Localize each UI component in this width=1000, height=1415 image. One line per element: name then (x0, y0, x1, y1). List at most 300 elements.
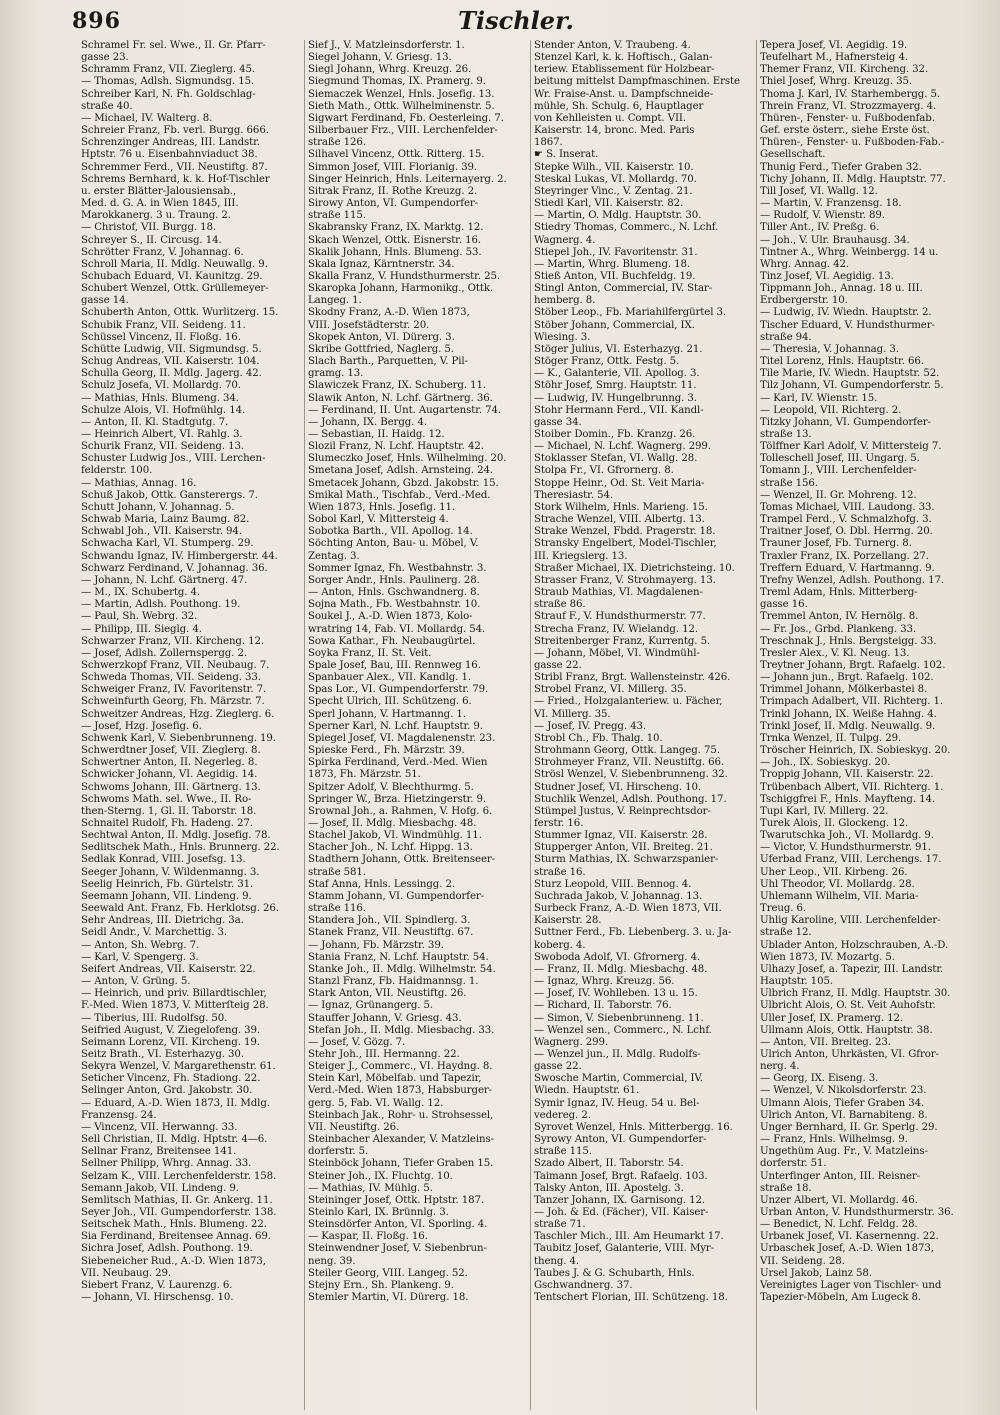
directory-entry-line: Spirka Ferdinand, Verd.-Med. Wien (308, 757, 488, 769)
directory-entry-line: Thüren-, Fenster- u. Fußboden-Fab.- (760, 137, 945, 149)
directory-entry-line: — Mathias, Hnls. Blumeng. 34. (81, 392, 239, 404)
directory-entry-line: — Victor, V. Hundsthurmerstr. 91. (760, 842, 931, 854)
directory-entry-line: Slawiczek Franz, IX. Schuberg. 11. (308, 380, 487, 392)
directory-entry-line: Thunig Ferd., Tiefer Graben 32. (760, 161, 922, 173)
directory-entry-line: Steinbacher Alexander, V. Matzleins- (308, 1134, 494, 1146)
directory-entry-line: Schuß Jakob, Ottk. Gansterergs. 7. (81, 489, 258, 501)
directory-entry-line: Gesellschaft. (760, 149, 826, 161)
directory-entry-line: Smetana Josef, Adlsh. Arnsteing. 24. (308, 465, 494, 477)
directory-entry-line: Sperl Johann, V. Hartmanng. 1. (308, 708, 466, 720)
directory-entry-line: Troppig Johann, VII. Kaiserstr. 22. (760, 769, 934, 781)
directory-entry-line: Wagnerg. 299. (534, 1036, 609, 1048)
directory-entry-line: Slach Barth., Parquetten, V. Pil- (308, 356, 468, 368)
directory-entry-line: Stieß Anton, VII. Buchfeldg. 19. (534, 270, 696, 282)
directory-entry-line: Uhlig Karoline, VIII. Lerchenfelder- (760, 915, 941, 927)
directory-entry-line: hemberg. 8. (534, 295, 596, 307)
directory-entry-line: Sobol Karl, V. Mittersteig 4. (308, 514, 449, 526)
directory-entry-line: Staf Anna, Hnls. Lessingg. 2. (308, 878, 456, 890)
directory-entry-line: Standera Joh., VII. Spindlerg. 3. (308, 915, 471, 927)
directory-entry-line: — Martin, Adlsh. Pouthong. 19. (81, 599, 241, 611)
directory-entry-line: Hauptstr. 105. (760, 976, 833, 988)
directory-entry-line: Schwerzkopf Franz, VII. Neubaug. 7. (81, 659, 270, 671)
directory-entry-line: Schwenk Karl, V. Siebenbrunneng. 19. (81, 732, 276, 744)
directory-entry-line: Stauffer Johann, V. Griesg. 43. (308, 1012, 462, 1024)
directory-entry-line: felderstr. 100. (81, 465, 153, 477)
directory-entry-line: — Joh. & Ed. (Fächer), VII. Kaiser- (534, 1207, 709, 1218)
directory-entry-line: Sorger Andr., Hnls. Paulinerg. 28. (308, 574, 480, 586)
directory-entry-line: Strobel Franz, VI. Millerg. 35. (534, 684, 687, 696)
directory-entry-line: Thiel Josef, Whrg. Kreuzg. 35. (760, 76, 913, 88)
directory-entry-line: Stacher Joh., N. Lchf. Hippg. 13. (308, 842, 473, 854)
directory-entry-line: Titzky Johann, VI. Gumpendorfer- (760, 416, 931, 428)
directory-entry-line: Till Josef, VI. Wallg. 12. (760, 185, 878, 197)
directory-entry-line: Stöhr Josef, Smrg. Hauptstr. 11. (534, 380, 697, 392)
directory-entry-line: Stransky Engelbert, Model-Tischler, (534, 538, 717, 550)
directory-entry-line: — Martin, Whrg. Blumeng. 18. (534, 258, 691, 270)
directory-entry-line: — Fried., Holzgalanteriew. u. Fächer, (534, 696, 723, 708)
directory-entry-line: Stümpel Justus, V. Reinprechtsdor- (534, 805, 711, 817)
directory-entry-line: Siegel Johann, V. Griesg. 13. (308, 52, 452, 64)
directory-entry-line: VII. Seideng. 28. (760, 1255, 845, 1267)
directory-entry-line: Themer Franz, VII. Kircheng. 32. (760, 64, 929, 76)
directory-entry-line: Thoma J. Karl, IV. Starhembergg. 5. (760, 88, 941, 100)
directory-entry-line: Thüren-, Fenster- u. Fußbodenfab. (760, 112, 935, 124)
directory-entry-line: Syrovet Wenzel, Hnls. Mitterbergg. 16. (534, 1121, 733, 1133)
directory-entry-line: Stolpa Fr., VI. Gfrornerg. 8. (534, 465, 674, 477)
directory-entry-line: Twarutschka Joh., VI. Mollardg. 9. (760, 830, 934, 842)
directory-entry-line: Gschwandnerg. 37. (534, 1279, 633, 1291)
directory-entry-line: Stupperger Anton, VII. Breiteg. 21. (534, 842, 713, 854)
directory-entry-line: Stöber Leop., Fb. Mariahilfergürtel 3. (534, 307, 727, 319)
directory-entry-line: straße 115. (308, 210, 366, 222)
directory-entry-line: Talsky Anton, III. Apostelg. 3. (534, 1182, 684, 1194)
directory-entry-line: Strohmeyer Franz, VII. Neustiftg. 66. (534, 757, 724, 769)
directory-entry-line: Siemaczek Wenzel, Hnls. Josefig. 13. (308, 88, 495, 100)
directory-entry-line: Schwoms Math. sel. Wwe., II. Ro- (81, 793, 252, 805)
directory-entry-line: Stingl Anton, Commercial, IV. Star- (534, 283, 713, 295)
directory-entry-line: — Anton, VII. Breiteg. 23. (760, 1036, 891, 1048)
directory-entry-line: Ursel Jakob, Lainz 58. (760, 1267, 872, 1279)
directory-entry-line: — Ludwig, IV. Wiedn. Hauptstr. 2. (760, 307, 932, 319)
directory-entry-line: — Karl, V. Spengerg. 3. (81, 951, 199, 963)
directory-entry-line: Stiedry Thomas, Commerc., N. Lchf. (534, 222, 719, 234)
directory-entry-line: Sedlak Konrad, VIII. Josefsg. 13. (81, 854, 246, 866)
directory-entry-line: F.-Med. Wien 1873, V. Mitterſteig 28. (81, 1000, 269, 1012)
directory-entry-line: Kaiserstr. 14, bronc. Med. Paris (534, 125, 695, 137)
directory-entry-line: Strobl Ch., Fb. Thalg. 10. (534, 732, 663, 744)
directory-entry-line: Tippmann Joh., Annag. 18 u. III. (760, 283, 923, 295)
directory-entry-line: Steiner Joh., IX. Fluchtg. 10. (308, 1170, 453, 1182)
page-number: 896 (72, 8, 121, 34)
directory-entry-line: straße 581. (308, 866, 366, 878)
directory-entry-line: Schüssel Vincenz, II. Floßg. 16. (81, 331, 241, 343)
directory-entry-line: Springer W., Brza. Hietzingerstr. 9. (308, 793, 487, 805)
directory-entry-line: Seemann Johann, VII. Lindeng. 9. (81, 890, 252, 902)
directory-entry-line: — Martin, O. Mdlg. Hauptstr. 30. (534, 210, 702, 222)
directory-entry-line: — Johann, Möbel, VI. Windmühl- (534, 647, 700, 659)
directory-entry-line: gasse 34. (534, 416, 582, 428)
directory-entry-line: Steininger Josef, Ottk. Hptstr. 187. (308, 1194, 485, 1206)
directory-entry-line: Sobotka Barth., VII. Apollog. 14. (308, 526, 473, 538)
directory-entry-line: — Franz, II. Mdlg. Miesbachg. 48. (534, 963, 708, 975)
directory-entry-line: Ulmann Alois, Tiefer Graben 34. (760, 1097, 925, 1109)
directory-entry-line: Sichra Josef, Adlsh. Pouthong. 19. (81, 1243, 253, 1255)
column-1 (78, 40, 304, 1410)
directory-entry-line: Schulz Josefa, VI. Mollardg. 70. (81, 380, 241, 392)
directory-entry-line: Threin Franz, VI. Strozzmayerg. 4. (760, 100, 937, 112)
directory-entry-line: Gef. erste österr., siehe Erste öst. (760, 125, 930, 137)
directory-columns (78, 40, 983, 1410)
directory-entry-line: Steinböck Johann, Tiefer Graben 15. (308, 1158, 494, 1170)
directory-entry-line: Selzam K., VIII. Lerchenfelderstr. 158. (81, 1170, 277, 1182)
directory-entry-line: Schwoms Johann, III. Gärtnerg. 13. (81, 781, 261, 793)
directory-entry-line: Smetacek Johann, Gbzd. Jakobstr. 15. (308, 477, 499, 489)
directory-entry-line: — Karl, IV. Wienstr. 15. (760, 392, 878, 404)
directory-entry-line: Unger Bernhard, II. Gr. Sperlg. 29. (760, 1121, 938, 1133)
directory-entry-line: Tichy Johann, II. Mdlg. Hauptstr. 77. (760, 173, 946, 185)
directory-entry-line: Soyka Franz, II. St. Veit. (308, 647, 432, 659)
directory-entry-line: Schramm Franz, VII. Zieglerg. 45. (81, 64, 255, 76)
directory-entry-line: beitung mittelst Dampfmaschinen. Erste (534, 76, 740, 88)
directory-entry-line: Sief J., V. Matzleinsdorferstr. 1. (308, 40, 465, 51)
directory-entry-line: III. Kriegslerg. 13. (534, 550, 628, 562)
directory-entry-line: Stohr Hermann Ferd., VII. Kandl- (534, 404, 704, 416)
directory-entry-line: Sitrak Franz, II. Rothe Kreuzg. 2. (308, 185, 478, 197)
directory-entry-line: VII. Neubaug. 29. (81, 1267, 172, 1279)
directory-entry-line: teriew. Etablissement für Holzbear- (534, 64, 715, 76)
directory-entry-line: Schwertner Anton, II. Negerleg. 8. (81, 757, 258, 769)
directory-entry-line: Tanzer Johann, IX. Garnisong. 12. (534, 1194, 706, 1206)
directory-entry-line: — Joh., IX. Sobieskyg. 20. (760, 757, 891, 769)
directory-entry-line: Trinkl Josef, II. Mdlg. Neuwallg. 9. (760, 720, 936, 732)
directory-entry-line: Stribl Franz, Brgt. Wallensteinstr. 426. (534, 672, 731, 684)
directory-entry-line: Seticher Vincenz, Fh. Stadiong. 22. (81, 1073, 261, 1085)
directory-entry-line: Schweiger Franz, IV. Favoritenstr. 7. (81, 684, 267, 696)
directory-entry-line: — Josef, V. Gözg. 7. (308, 1036, 406, 1048)
directory-entry-line: straße 156. (760, 477, 818, 489)
directory-entry-line: Zentag. 3. (308, 550, 360, 562)
directory-entry-line: Ulrich Anton, VI. Barnabiteng. 8. (760, 1109, 928, 1121)
directory-entry-line: Slawik Anton, N. Lchf. Gärtnerg. 36. (308, 392, 493, 404)
directory-entry-line: Sturm Mathias, IX. Schwarzspanier- (534, 854, 719, 866)
directory-entry-line: Stiepel Joh., IV. Favoritenstr. 31. (534, 246, 698, 258)
directory-entry-line: Srownal Joh., a. Rahmen, V. Hofg. 6. (308, 805, 493, 817)
directory-entry-line: Spale Josef, Bau, III. Rennweg 16. (308, 659, 481, 671)
directory-entry-line: Schweda Thomas, VII. Seideng. 33. (81, 672, 261, 684)
directory-entry-line: Seyer Joh., VII. Gumpendorferstr. 138. (81, 1207, 277, 1218)
directory-entry-line: Schutt Johann, V. Johannag. 5. (81, 501, 235, 513)
directory-entry-line: Spitzer Adolf, V. Blechthurmg. 5. (308, 781, 474, 793)
directory-entry-line: Siebeneicher Rud., A.-D. Wien 1873, (81, 1255, 266, 1267)
directory-entry-line: — Wenzel, V. Nikolsdorferstr. 23. (760, 1085, 927, 1097)
directory-entry-line: Stanzl Franz, Fb. Haidmannsg. 1. (308, 976, 479, 988)
directory-entry-line: Tröscher Heinrich, IX. Sobieskyg. 20. (760, 745, 951, 757)
directory-entry-line: Seelig Heinrich, Fb. Gürtelstr. 31. (81, 878, 254, 890)
directory-entry-line: Seimann Lorenz, VII. Kircheng. 19. (81, 1036, 260, 1048)
directory-entry-line: Skalla Franz, V. Hundsthurmerstr. 25. (308, 270, 500, 282)
directory-entry-line: Tilz Johann, VI. Gumpendorferstr. 5. (760, 380, 944, 392)
directory-entry-line: Skabransky Franz, IX. Marktg. 12. (308, 222, 484, 234)
directory-entry-line: — Johann, IX. Bergg. 4. (308, 416, 427, 428)
directory-entry-line: u. erster Blätter-Jalousiensab., (81, 185, 237, 197)
directory-entry-line: Strecha Franz, IV. Wielandg. 12. (534, 623, 699, 635)
directory-entry-line: Schroll Maria, II. Mdlg. Neuwallg. 9. (81, 258, 268, 270)
directory-entry-line: — Joh., V. Ulr. Brauhausg. 34. (760, 234, 910, 246)
directory-entry-line: Trübenbach Albert, VII. Richterg. 1. (760, 781, 944, 793)
directory-entry-line: Stejny Ern., Sh. Plankeng. 9. (308, 1279, 454, 1291)
directory-entry-line: Stoppe Heinr., Od. St. Veit Maria- (534, 477, 705, 489)
directory-entry-line: — Josef, IV. Wohlleben. 13 u. 15. (534, 988, 698, 1000)
directory-entry-line: — Benedict, N. Lchf. Feldg. 28. (760, 1219, 918, 1231)
directory-entry-line: Tile Marie, IV. Wiedn. Hauptstr. 52. (760, 368, 940, 380)
directory-entry-line: Swoboda Adolf, VI. Gfrornerg. 4. (534, 951, 701, 963)
directory-entry-line: — Rudolf, V. Wienstr. 89. (760, 210, 885, 222)
directory-entry-line: Urban Anton, V. Hundsthurmerstr. 36. (760, 1207, 954, 1218)
directory-entry-line: Silhavel Vincenz, Ottk. Ritterg. 15. (308, 149, 485, 161)
directory-entry-line: Sperner Karl, N. Lchf. Hauptstr. 9. (308, 720, 483, 732)
directory-entry-line: Spanbauer Alex., VII. Kandlg. 1. (308, 672, 471, 684)
directory-entry-line: gasse 16. (760, 599, 808, 611)
directory-entry-line: straße 94. (760, 331, 812, 343)
directory-entry-line: Schwarzer Franz, VII. Kircheng. 12. (81, 635, 265, 647)
directory-entry-line: Seifert Andreas, VII. Kaiserstr. 22. (81, 963, 256, 975)
directory-entry-line: — Mathias, IV. Mühlg. 5. (308, 1182, 433, 1194)
directory-entry-line: Schurik Franz, VII. Seideng. 13. (81, 441, 245, 453)
directory-entry-line: Schramel Fr. sel. Wwe., II. Gr. Pfarr- (81, 40, 266, 51)
directory-entry-line: — Simon, V. Siebenbrunneng. 11. (534, 1012, 704, 1024)
directory-entry-line: Schrötter Franz, V. Johannag. 6. (81, 246, 244, 258)
directory-entry-line: Simmon Josef, VIII. Florianig. 39. (308, 161, 478, 173)
directory-entry-line: Studner Josef, VI. Hirscheng. 10. (534, 781, 702, 793)
directory-entry-line: Taimann Josef, Brgt. Rafaelg. 103. (534, 1170, 708, 1182)
directory-entry-line: Titel Lorenz, Hnls. Hauptstr. 66. (760, 356, 924, 368)
directory-entry-line: Treml Adam, Hnls. Mitterberg- (760, 587, 918, 599)
directory-entry-line: Tinz Josef, VI. Aegidig. 13. (760, 270, 894, 282)
directory-entry-line: Seitschek Math., Hnls. Blumeng. 22. (81, 1219, 267, 1231)
directory-entry-line: Stiedl Karl, VII. Kaiserstr. 82. (534, 198, 684, 210)
directory-entry-line: Singer Heinrich, Hnls. Leiternayerg. 2. (308, 173, 507, 185)
directory-entry-line: Taubitz Josef, Galanterie, VIII. Myr- (534, 1243, 715, 1255)
directory-entry-line: Schuberth Anton, Ottk. Wurlitzerg. 15. (81, 307, 279, 319)
directory-entry-line: gasse 23. (81, 52, 129, 64)
directory-entry-line: wratring 14, Fab. VI. Mollardg. 54. (308, 623, 486, 635)
directory-entry-line: Skribe Gottfried, Naglerg. 5. (308, 343, 454, 355)
directory-entry-line: Sechtwal Anton, II. Mdlg. Josefig. 78. (81, 830, 271, 842)
directory-entry-line: Schwarz Ferdinand, V. Johannag. 36. (81, 562, 268, 574)
directory-entry-line: Ulbrich Franz, II. Mdlg. Hauptstr. 30. (760, 988, 951, 1000)
directory-entry-line: Schrems Bernhard, k. k. Hof-Tischler (81, 173, 270, 185)
directory-entry-line: Uher Leop., VII. Kirbeng. 26. (760, 866, 908, 878)
directory-entry-line: — Kaspar, II. Floßg. 16. (308, 1231, 428, 1243)
directory-entry-line: — Georg, IX. Eiseng. 3. (760, 1073, 879, 1085)
directory-entry-line: Wiedn. Hauptstr. 61. (534, 1085, 640, 1097)
directory-entry-line: Treug. 6. (760, 903, 807, 915)
directory-entry-line: — Philipp, III. Sieglg. 4. (81, 623, 202, 635)
directory-entry-line: Steinwendner Josef, V. Siebenbrun- (308, 1243, 487, 1255)
directory-entry-line: Stöger Julius, VI. Esterhazyg. 21. (534, 343, 703, 355)
directory-entry-line: Traxler Franz, IX. Porzellang. 27. (760, 550, 929, 562)
directory-entry-line: straße 116. (308, 903, 366, 915)
directory-entry-line: gasse 22. (534, 659, 582, 671)
directory-entry-line: then-Sterng. 1, Gl. II. Taborstr. 18. (81, 805, 257, 817)
directory-entry-line: Stummer Ignaz, VII. Kaiserstr. 28. (534, 830, 708, 842)
directory-entry-line: Taschler Mich., III. Am Heumarkt 17. (534, 1231, 724, 1243)
page-title: Tischler. (458, 6, 574, 35)
directory-entry-line: — Ferdinand, II. Unt. Augartenstr. 74. (308, 404, 502, 416)
directory-entry-line: Ullmann Alois, Ottk. Hauptstr. 38. (760, 1024, 933, 1036)
directory-entry-line: Trimmel Johann, Mölkerbastei 8. (760, 684, 928, 696)
directory-entry-line: Schubach Eduard, VI. Kaunitzg. 29. (81, 270, 263, 282)
directory-entry-line: Strache Wenzel, VIII. Albertg. 13. (534, 514, 705, 526)
directory-entry-line: Ulbricht Alois, O. St. Veit Auhofstr. (760, 1000, 936, 1012)
directory-entry-line: — M., IX. Schubertg. 4. (81, 587, 201, 599)
directory-entry-line: Streitenberger Franz, Kurrentg. 5. (534, 635, 711, 647)
directory-entry-line: Tintner A., Whrg. Weinbergg. 14 u. (760, 246, 939, 258)
directory-entry-line: vedereg. 2. (534, 1109, 591, 1121)
directory-entry-line: Wr. Fraise-Anst. u. Dampfschneide- (534, 88, 714, 100)
directory-entry-line: VIII. Josefstädterstr. 20. (308, 319, 430, 331)
directory-entry-line: Sigwart Ferdinand, Fb. Oesterleing. 7. (308, 112, 504, 124)
directory-entry-line: Strösl Wenzel, V. Siebenbrunneng. 32. (534, 769, 728, 781)
directory-entry-line: straße 16. (534, 866, 586, 878)
directory-entry-line: ☛ S. Inserat. (534, 149, 599, 161)
directory-entry-line: — Wenzel sen., Commerc., N. Lchf. (534, 1024, 712, 1036)
directory-entry-line: neng. 39. (308, 1255, 356, 1267)
directory-entry-line: — Wenzel, II. Gr. Mohreng. 12. (760, 489, 917, 501)
directory-entry-line: gasse 22. (534, 1061, 582, 1073)
directory-entry-line: Trampel Ferd., V. Schmalzhofg. 3. (760, 514, 932, 526)
directory-entry-line: Ulrich Anton, Uhrkästen, VI. Gfror- (760, 1048, 939, 1060)
directory-entry-line: Stoklasser Stefan, VI. Wallg. 28. (534, 453, 698, 465)
directory-entry-line: Seifried August, V. Ziegelofeng. 39. (81, 1024, 261, 1036)
directory-entry-line: Tolleschell Josef, III. Ungarg. 5. (760, 453, 920, 465)
directory-entry-line: Syrowy Anton, VI. Gumpendorfer- (534, 1134, 707, 1146)
directory-entry-line: Sommer Ignaz, Fh. Westbahnstr. 3. (308, 562, 487, 574)
directory-entry-line: Sowa Kathar., Fh. Neubaugürtel. (308, 635, 476, 647)
directory-entry-line: Steinbach Jak., Rohr- u. Strohsessel, (308, 1109, 494, 1121)
directory-entry-line: Soukel J., A.-D. Wien 1873, Kolo- (308, 611, 473, 623)
directory-entry-line: Schwacha Karl, VI. Stumperg. 29. (81, 538, 254, 550)
directory-entry-line: — Heinrich Albert, VI. Rahlg. 3. (81, 429, 243, 440)
directory-entry-line: Sia Ferdinand, Breitensee Annag. 69. (81, 1231, 271, 1243)
directory-entry-line: Sellner Philipp, Whrg. Annag. 33. (81, 1158, 252, 1170)
directory-entry-line: Steinlo Karl, IX. Brünnlg. 3. (308, 1207, 449, 1218)
directory-entry-line: Schwerdtner Josef, VII. Zieglerg. 8. (81, 745, 261, 757)
directory-entry-line: Seitz Brath., VI. Esterhazyg. 30. (81, 1048, 244, 1060)
directory-entry-line: Wiesing. 3. (534, 331, 591, 343)
directory-entry-line: Spieske Ferd., Fh. Märzstr. 39. (308, 745, 465, 757)
directory-entry-line: von Kehlleisten u. Compt. VII. (534, 112, 686, 124)
directory-entry-line: Schrenzinger Andreas, III. Landstr. (81, 137, 260, 149)
directory-entry-line: Stanek Franz, VII. Neustiftg. 67. (308, 927, 474, 939)
directory-entry-line: straße 18. (760, 1182, 812, 1194)
directory-entry-line: Skaropka Johann, Harmonikg., Ottk. (308, 283, 494, 295)
directory-entry-line: Unzer Albert, VI. Mollardg. 46. (760, 1194, 918, 1206)
directory-entry-line: Sekyra Wenzel, V. Margarethenstr. 61. (81, 1061, 276, 1073)
directory-entry-line: Straßer Michael, IX. Dietrichsteing. 10. (534, 562, 735, 574)
directory-entry-line: Trefny Wenzel, Adlsh. Pouthong. 17. (760, 574, 944, 586)
directory-entry-line: Schwab Maria, Lainz Baumg. 82. (81, 514, 250, 526)
directory-entry-line: Silberbauer Frz., VIII. Lerchenfelder- (308, 125, 498, 137)
directory-entry-line: — Josef, II. Mdlg. Miesbachg. 48. (308, 818, 477, 829)
page-header (72, 6, 960, 40)
directory-entry-line: Ublader Anton, Holzschrauben, A.-D. (760, 939, 949, 951)
directory-entry-line: Steyringer Vinc., V. Zentag. 21. (534, 185, 693, 197)
directory-entry-line: Trnka Wenzel, II. Tulpg. 29. (760, 732, 902, 744)
directory-entry-line: Schuster Ludwig Jos., VIII. Lerchen- (81, 453, 266, 465)
directory-entry-line: straße 126. (308, 137, 366, 149)
directory-entry-line: Steiler Georg, VIII. Langeg. 52. (308, 1267, 468, 1279)
directory-entry-line: Stefan Joh., II. Mdlg. Miesbachg. 33. (308, 1024, 495, 1036)
directory-entry-line: Stenzel Karl, k. k. Hoftisch., Galan- (534, 52, 713, 64)
directory-entry-line: — Fr. Jos., Grbd. Plankeng. 33. (760, 623, 917, 635)
directory-entry-line: Traitner Josef, O. Dbl. Herrng. 20. (760, 526, 933, 538)
directory-entry-line: Tapezier-Möbeln, Am Lugeck 8. (760, 1292, 922, 1304)
directory-entry-line: Schreier Franz, Fb. verl. Burgg. 666. (81, 125, 269, 137)
column-4 (756, 40, 982, 1410)
directory-entry-line: — Ludwig, IV. Hungelbrunng. 3. (534, 392, 697, 404)
directory-entry-line: Trauner Josef, Fb. Turnerg. 8. (760, 538, 912, 550)
directory-entry-line: Tresler Alex., V. Kl. Neug. 13. (760, 647, 910, 659)
directory-entry-line: Urbanek Josef, VI. Kasernenng. 22. (760, 1231, 939, 1243)
directory-entry-line: — Michael, IV. Walterg. 8. (81, 112, 213, 124)
directory-entry-line: Schütte Ludwig, VII. Sigmundsg. 5. (81, 343, 262, 355)
directory-entry-line: Strohmann Georg, Ottk. Langeg. 75. (534, 745, 720, 757)
directory-entry-line: Tepera Josef, VI. Aegidig. 19. (760, 40, 908, 51)
directory-entry-line: Schubik Franz, VII. Seideng. 11. (81, 319, 246, 331)
directory-entry-line: Steiger J., Commerc., VI. Haydng. 8. (308, 1061, 493, 1073)
directory-entry-line: Slozil Franz, N. Lchf. Hauptstr. 42. (308, 441, 484, 453)
directory-entry-line: Stanke Joh., II. Mdlg. Wilhelmstr. 54. (308, 963, 496, 975)
directory-entry-line: Seewald Ant. Franz, Fb. Herklotsg. 26. (81, 903, 279, 915)
directory-entry-line: Langeg. 1. (308, 295, 362, 307)
directory-entry-line: Sehr Andreas, III. Dietrichg. 3a. (81, 915, 244, 927)
directory-entry-line: — Thomas, Adlsh. Sigmundsg. 15. (81, 76, 255, 88)
directory-entry-line: Tentschert Florian, III. Schützeng. 18. (534, 1292, 728, 1304)
directory-entry-line: Semann Jakob, VII. Lindeng. 9. (81, 1182, 239, 1194)
directory-entry-line: — Martin, V. Franzensg. 18. (760, 198, 902, 210)
directory-entry-line: gasse 14. (81, 295, 129, 307)
directory-entry-line: Stehr Joh., III. Hermanng. 22. (308, 1048, 460, 1060)
directory-entry-line: straße 12. (760, 927, 812, 939)
directory-entry-line: Stepke Wilh., VII. Kaiserstr. 10. (534, 161, 694, 173)
directory-entry-line: — Franz, Hnls. Wilhelmsg. 9. (760, 1134, 908, 1146)
directory-entry-line: straße 115. (534, 1146, 592, 1158)
directory-entry-line: Tomann J., VIII. Lerchenfelder- (760, 465, 917, 477)
directory-entry-line: 1867. (534, 137, 563, 149)
directory-entry-line: Schweitzer Andreas, Hzg. Zieglerg. 6. (81, 708, 275, 720)
directory-entry-line: Skala Ignaz, Kärntnerstr. 34. (308, 258, 455, 270)
directory-entry-line: Tischer Eduard, V. Hundsthurmer- (760, 319, 935, 331)
directory-entry-line: Treffern Eduard, V. Hartmanng. 9. (760, 562, 935, 574)
directory-entry-line: Steinsdörfer Anton, VI. Sporling. 4. (308, 1219, 488, 1231)
directory-entry-line: Sturz Leopold, VIII. Bennog. 4. (534, 878, 692, 890)
directory-entry-line: Sirowy Anton, VI. Gumpendorfer- (308, 198, 479, 210)
directory-entry-line: — Michael, N. Lchf. Wagnerg. 299. (534, 441, 711, 453)
directory-entry-line: Sellnar Franz, Breitensee 141. (81, 1146, 237, 1158)
directory-entry-line: Szado Albert, II. Taborstr. 54. (534, 1158, 684, 1170)
directory-entry-line: dorferstr. 5. (308, 1146, 369, 1158)
directory-entry-line: Teufelhart M., Hafnersteig 4. (760, 52, 909, 64)
directory-entry-line: Stadthern Johann, Ottk. Breitenseer- (308, 854, 495, 866)
directory-entry-line: Tremmel Anton, IV. Hernölg. 8. (760, 611, 919, 623)
directory-entry-line: — Josef, Adlsh. Zollernspergg. 2. (81, 647, 247, 659)
directory-entry-line: — Vincenz, VII. Herwanng. 33. (81, 1121, 238, 1133)
directory-entry-line: — Leopold, VII. Richterg. 2. (760, 404, 902, 416)
directory-entry-line: — Johann, N. Lchf. Gärtnerg. 47. (81, 574, 248, 586)
directory-entry-line: Vereinigtes Lager von Tischler- und (760, 1279, 942, 1291)
directory-entry-line: Med. d. G. A. in Wien 1845, III. (81, 198, 239, 210)
